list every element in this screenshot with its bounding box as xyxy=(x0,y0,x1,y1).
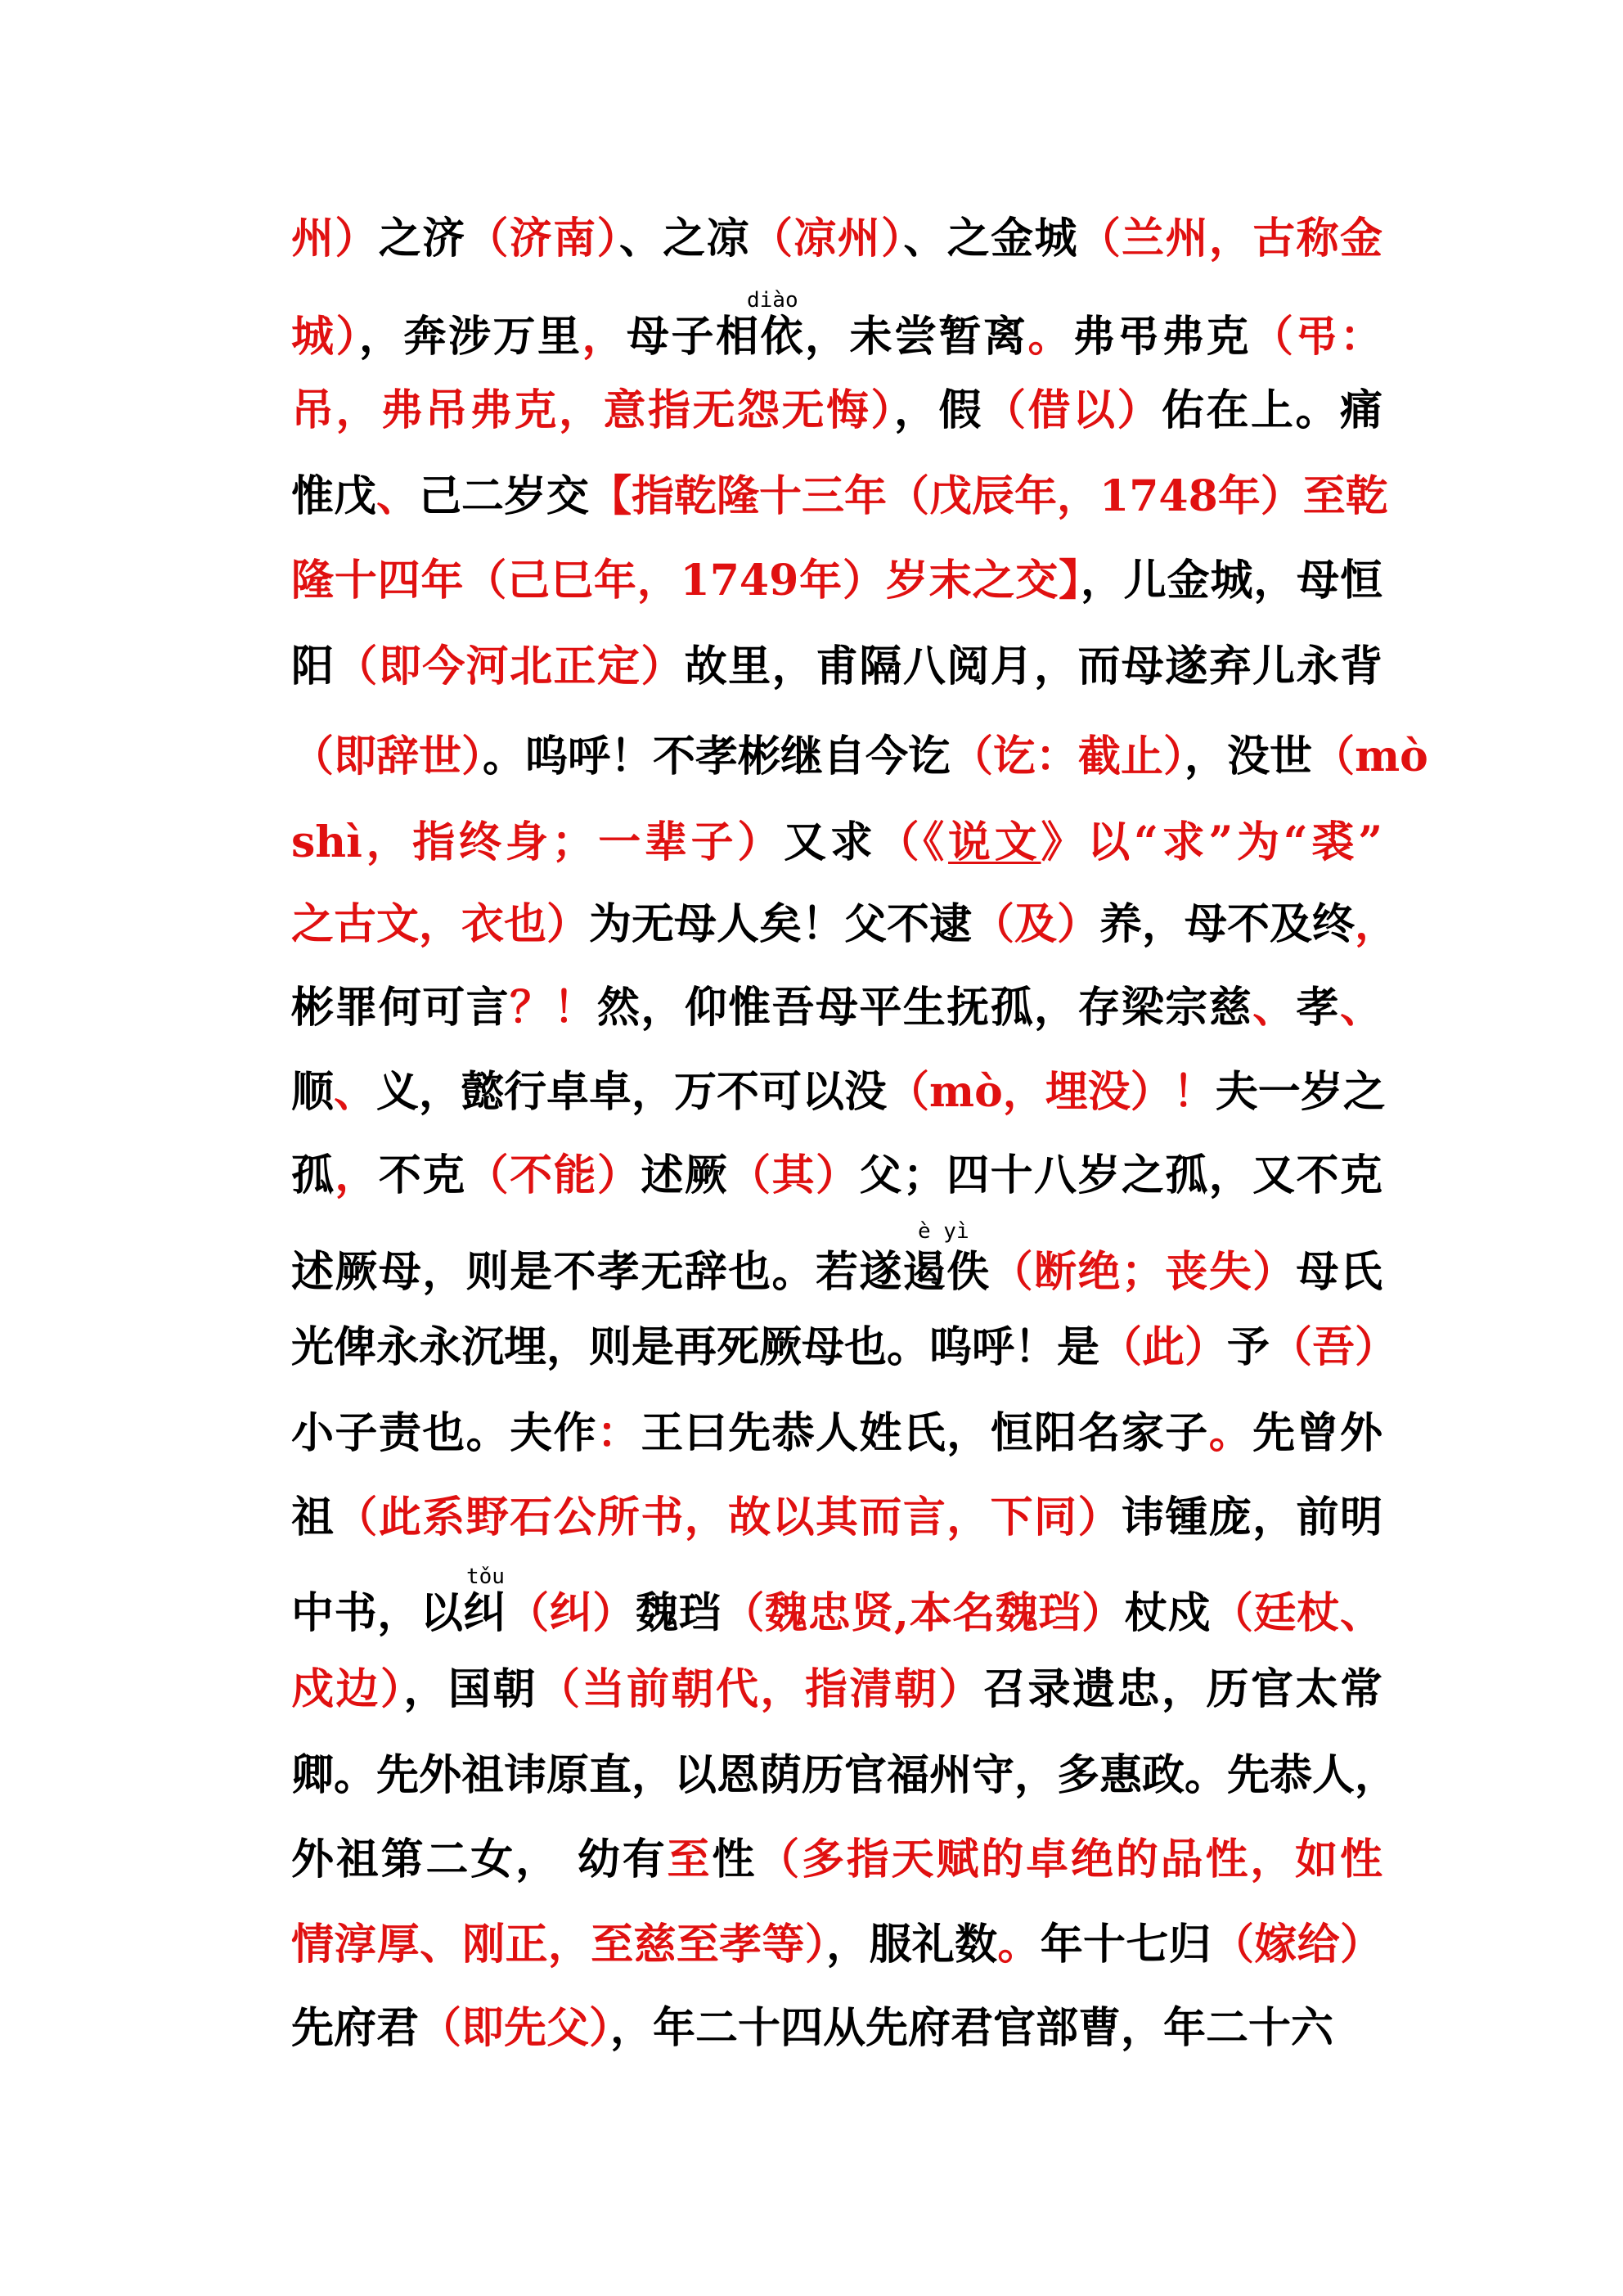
text-line xyxy=(291,634,1382,700)
annotation-text: （即先父） xyxy=(419,2003,611,2053)
body-text: 小子责也。夫作 xyxy=(291,1408,597,1458)
body-text: 外祖第二女， 幼有 xyxy=(291,1835,668,1884)
body-text: ，没世 xyxy=(1185,732,1313,781)
body-text: 故里，甫隔八阅月，而母遂弃儿永背 xyxy=(684,642,1382,691)
text-line xyxy=(291,1143,1382,1209)
annotation-text: （借以） xyxy=(982,385,1162,435)
annotation-text: （弔： xyxy=(1250,312,1382,362)
body-text: ，年二十四从先府君官部曹，年二十六 xyxy=(610,2003,1334,2053)
text-line xyxy=(291,1743,1398,1808)
body-text: 卿。先外祖讳原直，以恩荫历官福州守，多惠政。先恭人， xyxy=(291,1750,1398,1800)
body-text: 弗弔弗克 xyxy=(1072,312,1251,362)
body-text: 讳锺庞，前明 xyxy=(1121,1492,1382,1542)
annotation-text: 戍边） xyxy=(291,1664,404,1714)
body-text: 孝 xyxy=(1296,983,1340,1033)
body-text: ，儿金城，母恒 xyxy=(1080,556,1382,606)
annotation-text: （断绝；丧失） xyxy=(990,1247,1297,1297)
annotation-text: （讫：截止） xyxy=(951,732,1185,781)
annotation-text: 城） xyxy=(291,312,359,362)
text-line xyxy=(291,1996,1382,2061)
annotation-text: （济南） xyxy=(465,214,619,263)
annotation-text: （魏忠贤,本名魏珰） xyxy=(722,1588,1125,1638)
body-text: 不克 xyxy=(378,1150,466,1200)
body-text: 年十七归 xyxy=(1040,1920,1212,1970)
annotation-text: shì，指终身；一辈子） xyxy=(291,817,785,867)
text-line xyxy=(291,1581,1382,1646)
pinyin-e-yi: è yì xyxy=(918,1219,969,1244)
annotation-text: （mò xyxy=(1312,732,1428,781)
body-text: 王曰先恭人姓氏，恒阳名家子 xyxy=(641,1408,1209,1458)
text-line xyxy=(291,378,1382,443)
annotation-text: （此） xyxy=(1099,1322,1228,1372)
text-line xyxy=(291,1485,1382,1551)
body-text: 、之金城 xyxy=(903,214,1078,263)
pinyin-diao: diào xyxy=(747,288,798,313)
annotation-text: ， xyxy=(1355,899,1398,949)
annotation-text: 、 xyxy=(376,471,420,521)
text-line xyxy=(291,724,1428,790)
body-text: 母氏 xyxy=(1296,1247,1382,1297)
body-text: 顺 xyxy=(291,1067,335,1117)
text-line xyxy=(291,548,1382,614)
annotation-text: （当前朝代，指清朝） xyxy=(537,1664,983,1714)
body-text: 母子相依，未尝暂离 xyxy=(626,312,1028,362)
annotation-text: ？！ xyxy=(510,983,597,1033)
body-text: ，假 xyxy=(893,385,983,435)
text-line xyxy=(291,1912,1382,1978)
body-text: 又求 xyxy=(784,817,877,867)
body-text: 孤 xyxy=(291,1150,335,1200)
body-text: 述厥母，则是不孝无辞也。若遂遏佚 xyxy=(291,1247,991,1297)
body-text: 义，懿行卓卓，万不可以没 xyxy=(376,1067,888,1117)
annotation-text: ： xyxy=(596,1408,641,1458)
body-text: 己二岁交 xyxy=(419,471,590,521)
text-line xyxy=(291,810,1382,876)
annotation-text: 【指乾隆十三年（戊辰年，1748年）至乾 xyxy=(589,471,1388,521)
text-line xyxy=(291,1401,1382,1466)
body-text: 惟戊 xyxy=(291,471,377,521)
body-text: 佑在上。痛 xyxy=(1161,385,1382,435)
annotation-text: （及） xyxy=(972,899,1100,949)
body-text: 杖戍 xyxy=(1124,1588,1212,1638)
annotation-text: （凉州） xyxy=(749,214,904,263)
annotation-text: （《 xyxy=(876,817,949,867)
body-text: 、之凉 xyxy=(618,214,750,263)
annotation-text: 隆十四年（己巳年，1749年）岁末之交】 xyxy=(291,556,1081,606)
body-text: 魏珰 xyxy=(636,1588,722,1638)
body-text: ，服礼数 xyxy=(826,1920,998,1970)
body-text: 夫一岁之 xyxy=(1215,1067,1386,1117)
text-line xyxy=(291,1060,1386,1125)
annotation-text: 、 xyxy=(1339,983,1382,1033)
annotation-text: 州） xyxy=(291,214,379,263)
body-text: 。呜呼！不孝彬继自今讫 xyxy=(483,732,951,781)
annotation-text: 情淳厚、刚正，至慈至孝等） xyxy=(291,1920,827,1970)
text-line xyxy=(291,892,1398,957)
text-line xyxy=(291,975,1382,1041)
body-text: 先曾外 xyxy=(1252,1408,1382,1458)
text-line xyxy=(291,1240,1382,1305)
annotation-text: 。 xyxy=(1027,312,1072,362)
annotation-text: ！ xyxy=(1172,1067,1216,1117)
annotation-text: （纠） xyxy=(506,1588,636,1638)
body-text: 彬罪何可言 xyxy=(291,983,510,1033)
text-line xyxy=(291,464,1388,529)
text-line xyxy=(291,206,1382,272)
body-text: 召录遗忠，历官太常 xyxy=(982,1664,1382,1714)
annotation-text: （吾） xyxy=(1270,1322,1398,1372)
annotation-text: （mò，埋没） xyxy=(887,1067,1173,1117)
annotation-text: ， xyxy=(582,312,627,362)
annotation-text: （嫁给） xyxy=(1212,1920,1382,1970)
annotation-text: 》以“求”为“裘” xyxy=(1041,817,1382,867)
annotation-text: （不能） xyxy=(465,1150,641,1200)
annotation-text: 、 xyxy=(334,1067,377,1117)
annotation-text: （此系野石公所书，故以其而言，下同） xyxy=(335,1492,1122,1542)
body-text: ，国朝 xyxy=(403,1664,537,1714)
body-text: 光俾永永沉埋，则是再死厥母也。呜呼！是 xyxy=(291,1322,1100,1372)
annotation-text: 至 xyxy=(667,1835,713,1884)
annotation-text: 吊，弗吊弗克，意指无怨无悔） xyxy=(291,385,894,435)
body-text: 祖 xyxy=(291,1492,335,1542)
annotation-text: （即辞世） xyxy=(291,732,483,781)
annotation-text: （兰州，古称金 xyxy=(1077,214,1382,263)
body-text: 予 xyxy=(1227,1322,1270,1372)
text-line xyxy=(291,1827,1382,1893)
annotation-text: （其） xyxy=(728,1150,860,1200)
annotation-text: 、 xyxy=(1252,983,1297,1033)
annotation-text: 之古文，衣也） xyxy=(291,899,590,949)
annotation-text: （廷杖、 xyxy=(1211,1588,1382,1638)
body-text: 性 xyxy=(712,1835,758,1884)
annotation-text: ， xyxy=(335,1150,379,1200)
body-text: 先府君 xyxy=(291,2003,420,2053)
body-text: 为无母人矣！父不逮 xyxy=(589,899,973,949)
annotation-text: 说文 xyxy=(948,817,1041,867)
body-text: 然，仰惟吾母平生抚孤，存梁宗慈 xyxy=(596,983,1253,1033)
text-line xyxy=(291,1315,1398,1380)
annotation-text: 。 xyxy=(1208,1408,1253,1458)
body-text: 养，母不及终 xyxy=(1099,899,1355,949)
annotation-text: （多指天赋的卓绝的品性，如性 xyxy=(757,1835,1382,1884)
text-line xyxy=(291,1657,1382,1722)
pinyin-tou: tǒu xyxy=(466,1564,505,1589)
text-line xyxy=(291,304,1382,370)
body-text: 阳 xyxy=(291,642,335,691)
body-text: 述厥 xyxy=(641,1150,729,1200)
body-text: 中书，以纠 xyxy=(291,1588,507,1638)
body-text: ，奔涉万里 xyxy=(359,312,582,362)
body-text: 之济 xyxy=(378,214,466,263)
annotation-text: 。 xyxy=(997,1920,1041,1970)
body-text: 父；四十八岁之孤，又不克 xyxy=(859,1150,1382,1200)
annotation-text: （即今河北正定） xyxy=(335,642,685,691)
